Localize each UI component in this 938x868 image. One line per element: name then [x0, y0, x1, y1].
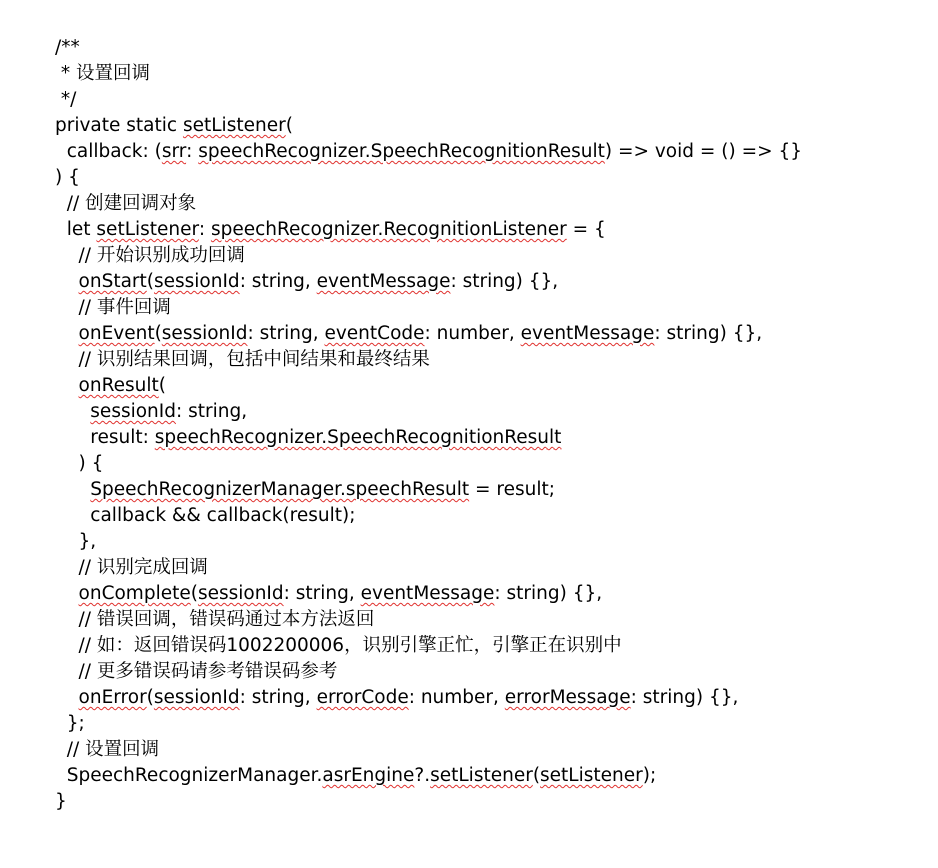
- code-text: : string) {},: [630, 687, 739, 708]
- code-line: [55, 321, 925, 347]
- code-indent: [55, 635, 79, 656]
- spellcheck-flagged-word: sessionId: [153, 687, 240, 708]
- code-text: = {: [566, 219, 606, 240]
- code-text: callback: (: [66, 141, 162, 162]
- code-line: [55, 425, 925, 451]
- code-text: (: [146, 271, 154, 292]
- spellcheck-flagged-word: speechRecognizer.SpeechRecognitionResult: [198, 141, 605, 162]
- code-line: [55, 581, 925, 607]
- code-indent: [55, 323, 79, 344]
- spellcheck-flagged-word: sessionId: [161, 323, 248, 344]
- spellcheck-flagged-word: eventCode: [324, 323, 425, 344]
- code-text: : string) {},: [654, 323, 763, 344]
- code-text: SpeechRecognizerManager.: [66, 765, 323, 786]
- spellcheck-flagged-word: errorMessage: [504, 687, 631, 708]
- spellcheck-flagged-word: sessionId: [197, 583, 284, 604]
- code-text: : number,: [408, 687, 505, 708]
- code-document: [55, 35, 925, 815]
- spellcheck-flagged-word: setListener: [430, 765, 533, 786]
- spellcheck-flagged-word: eventMessage: [316, 271, 451, 292]
- code-indent: [55, 453, 79, 474]
- code-text: : number,: [424, 323, 521, 344]
- code-text: (: [532, 765, 541, 786]
- spellcheck-flagged-word: onEvent: [78, 323, 155, 344]
- code-text: : string) {},: [450, 271, 559, 292]
- code-indent: [55, 297, 79, 318]
- code-indent: [55, 609, 79, 630]
- code-text: : string) {},: [494, 583, 603, 604]
- code-text: let: [66, 219, 97, 240]
- code-text: // 如：返回错误码1002200006，识别引擎正忙，引擎正在识别中: [78, 635, 622, 656]
- code-text: // 更多错误码请参考错误码参考: [78, 661, 338, 682]
- spellcheck-flagged-word: asrEngine: [322, 765, 415, 786]
- code-text: // 创建回调对象: [66, 193, 197, 214]
- code-text: callback && callback(result);: [90, 505, 356, 526]
- code-text: * 设置回调: [60, 63, 151, 84]
- spellcheck-flagged-word: SpeechRecognizerManager.speechResult: [90, 479, 470, 500]
- spellcheck-flagged-word: speechRecognizer.RecognitionListener: [210, 219, 567, 240]
- code-indent: [55, 531, 79, 552]
- code-text: // 识别结果回调，包括中间结果和最终结果: [78, 349, 430, 370]
- code-indent: [55, 505, 90, 526]
- spellcheck-flagged-word: onStart: [78, 271, 147, 292]
- code-line: [55, 347, 925, 373]
- code-text: ) {: [78, 453, 104, 474]
- code-line: [55, 633, 925, 659]
- code-text: :: [186, 141, 199, 162]
- spellcheck-flagged-word: setListener: [182, 115, 286, 136]
- code-line: [55, 503, 925, 529]
- code-line: [55, 685, 925, 711]
- code-line: [55, 711, 925, 737]
- code-line: [55, 477, 925, 503]
- code-text: /**: [55, 37, 80, 58]
- code-indent: [55, 479, 90, 500]
- code-text: :: [198, 219, 211, 240]
- code-indent: [55, 739, 67, 760]
- code-text: // 识别完成回调: [78, 557, 208, 578]
- code-indent: [55, 271, 79, 292]
- code-line: [55, 373, 925, 399]
- code-text: (: [146, 687, 154, 708]
- code-text: private static: [55, 115, 183, 136]
- code-indent: [55, 193, 67, 214]
- code-indent: [55, 375, 79, 396]
- code-line: [55, 243, 925, 269]
- spellcheck-flagged-word: sessionId: [154, 271, 240, 292]
- code-indent: [55, 349, 79, 370]
- code-line: [55, 87, 925, 113]
- code-line: [55, 555, 925, 581]
- code-line: [55, 607, 925, 633]
- code-text: ) {: [55, 167, 80, 188]
- code-indent: [55, 245, 79, 266]
- code-indent: [55, 661, 79, 682]
- code-indent: [55, 427, 90, 448]
- code-line: [55, 451, 925, 477]
- spellcheck-flagged-word: eventMessage: [520, 323, 655, 344]
- code-line: [55, 269, 925, 295]
- code-text: // 开始识别成功回调: [78, 245, 245, 266]
- code-indent: [55, 687, 79, 708]
- code-text: // 错误回调，错误码通过本方法返回: [78, 609, 375, 630]
- code-text: result:: [90, 427, 155, 448]
- spellcheck-flagged-word: errorCode: [316, 687, 409, 708]
- code-line: [55, 217, 925, 243]
- code-line: [55, 295, 925, 321]
- code-line: [55, 789, 925, 815]
- code-text: }: [55, 791, 67, 812]
- spellcheck-flagged-word: onError: [78, 687, 147, 708]
- code-text: };: [66, 713, 85, 734]
- code-line: [55, 529, 925, 555]
- code-line: [55, 763, 925, 789]
- spellcheck-flagged-word: srr: [161, 141, 187, 162]
- spellcheck-flagged-word: setListener: [96, 219, 199, 240]
- code-indent: [55, 219, 67, 240]
- code-text: );: [642, 765, 657, 786]
- spellcheck-flagged-word: eventMessage: [360, 583, 495, 604]
- code-indent: [55, 141, 67, 162]
- code-text: (: [154, 323, 162, 344]
- code-text: ?.: [414, 765, 431, 786]
- code-indent: [55, 765, 67, 786]
- code-text: ) => void = () => {}: [604, 141, 803, 162]
- code-indent: [55, 583, 79, 604]
- code-text: : string,: [283, 583, 361, 604]
- spellcheck-flagged-word: onResult: [78, 375, 159, 396]
- code-line: [55, 165, 925, 191]
- code-text: },: [78, 531, 97, 552]
- code-indent: [55, 401, 90, 422]
- code-line: [55, 737, 925, 763]
- code-text: // 事件回调: [78, 297, 171, 318]
- code-text: = result;: [469, 479, 555, 500]
- code-line: [55, 659, 925, 685]
- spellcheck-flagged-word: setListener: [540, 765, 643, 786]
- code-text: */: [60, 89, 77, 110]
- code-line: [55, 139, 925, 165]
- code-text: (: [190, 583, 198, 604]
- code-text: : string,: [239, 271, 317, 292]
- code-text: : string,: [239, 687, 317, 708]
- spellcheck-flagged-word: onComplete: [78, 583, 191, 604]
- code-text: : string,: [247, 323, 325, 344]
- code-text: // 设置回调: [66, 739, 160, 760]
- code-line: [55, 113, 925, 139]
- code-line: [55, 61, 925, 87]
- code-indent: [55, 713, 67, 734]
- code-text: (: [158, 375, 166, 396]
- code-indent: [55, 557, 79, 578]
- code-line: [55, 399, 925, 425]
- code-line: [55, 191, 925, 217]
- spellcheck-flagged-word: speechRecognizer.SpeechRecognitionResult: [154, 427, 562, 448]
- code-text: : string,: [175, 401, 248, 422]
- code-text: (: [285, 115, 293, 136]
- spellcheck-flagged-word: sessionId: [90, 401, 176, 422]
- code-line: [55, 35, 925, 61]
